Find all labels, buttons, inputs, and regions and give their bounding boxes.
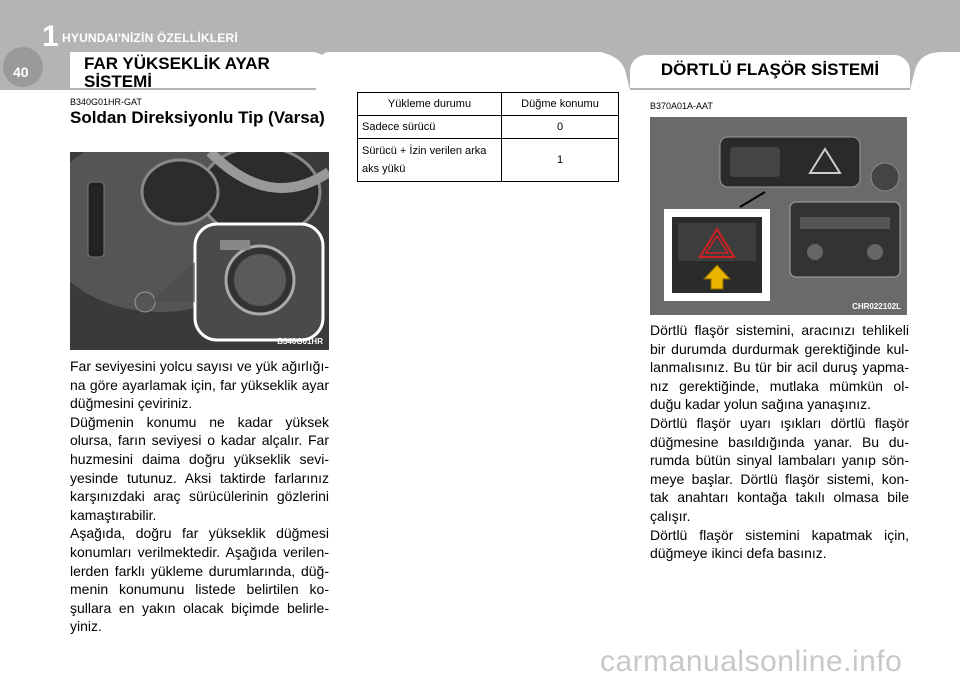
right-paragraph: Dörtlü flaşör sistemini, aracınızı tehlikeli bir durumda durdurmak gerektiğinde kul-lanmalısınız. Bu tür bir acil duruş yapma-nız gerektiğinde, mutlaka mümkün ol-duğu kadar yolun sağına yanaşınız. (650, 322, 909, 413)
table-row (358, 116, 619, 139)
headlight-leveling-illustration (70, 152, 329, 350)
headlight-load-table (357, 92, 619, 182)
left-paragraph: Aşağıda, doğru far yükseklik düğmesi konumları verilmektedir. Aşağıda verilen-lerden farklı yükleme durumlarında, düğ-menin konumunu listede belirtilen ko-şullara en yakın olacak biçimde belirle-yiniz. (70, 525, 329, 635)
headlight-leveling-photo (70, 152, 329, 350)
right-section-title: DÖRTLÜ FLAŞÖR SİSTEMİ (660, 60, 880, 79)
right-body-text (650, 321, 909, 563)
left-section-code: B340G01HR-GAT (70, 97, 142, 107)
left-body-text (70, 357, 329, 636)
chapter-number: 1 (42, 20, 59, 53)
left-section-title: FAR YÜKSEKLİK AYAR SİSTEMİ (84, 54, 270, 91)
page-number: 40 (13, 64, 29, 80)
table-cell-condition: Sürücü + İzin verilen arka aks yükü (358, 139, 502, 182)
table-cell-position: 0 (502, 116, 619, 139)
left-paragraph: Düğmenin konumu ne kadar yüksek olursa, farın seviyesi o kadar alçalır. Far huzmesini daima doğru yükseklik sevi-yesinde tutunuz. Aksi taktirde farlarınız karşınızdaki araç sürücülerinin gözlerini kamaştırabilir. (70, 413, 329, 523)
chapter-title: HYUNDAI'NİZİN ÖZELLİKLERİ (62, 31, 238, 45)
right-section-code: B370A01A-AAT (650, 101, 713, 111)
table-header-row (358, 93, 619, 116)
table-header-cell: Düğme konumu (502, 93, 619, 116)
table-header-cell: Yükleme durumu (358, 93, 502, 116)
right-paragraph: Dörtlü flaşör uyarı ışıkları dörtlü flaşör düğmesine basıldığında yanar. Bu du-rumda bütün sinyal lambaları yanıp sön-meye başlar. Dörtlü flaşör sistemi, kon-tak anahtarı kontağa takılı olmasa bile çalışır. (650, 414, 909, 524)
hazard-photo-label: CHR022102L (852, 302, 901, 311)
left-paragraph: Far seviyesini yolcu sayısı ve yük ağırlığı-na göre ayarlamak için, far yükseklik ayar düğmesini çeviriniz. (70, 358, 329, 412)
watermark: carmanualsonline.info (600, 645, 903, 678)
table-cell-position: 1 (502, 139, 619, 182)
table-cell-condition: Sadece sürücü (358, 116, 502, 139)
hazard-flasher-photo (650, 117, 907, 315)
table-row (358, 139, 619, 182)
right-paragraph: Dörtlü flaşör sistemini kapatmak için, düğmeye ikinci defa basınız. (650, 526, 909, 562)
headlight-photo-label: B340G01HR (277, 337, 323, 346)
left-section-subtitle: Soldan Direksiyonlu Tip (Varsa) (70, 108, 325, 127)
hazard-flasher-illustration (650, 117, 907, 315)
